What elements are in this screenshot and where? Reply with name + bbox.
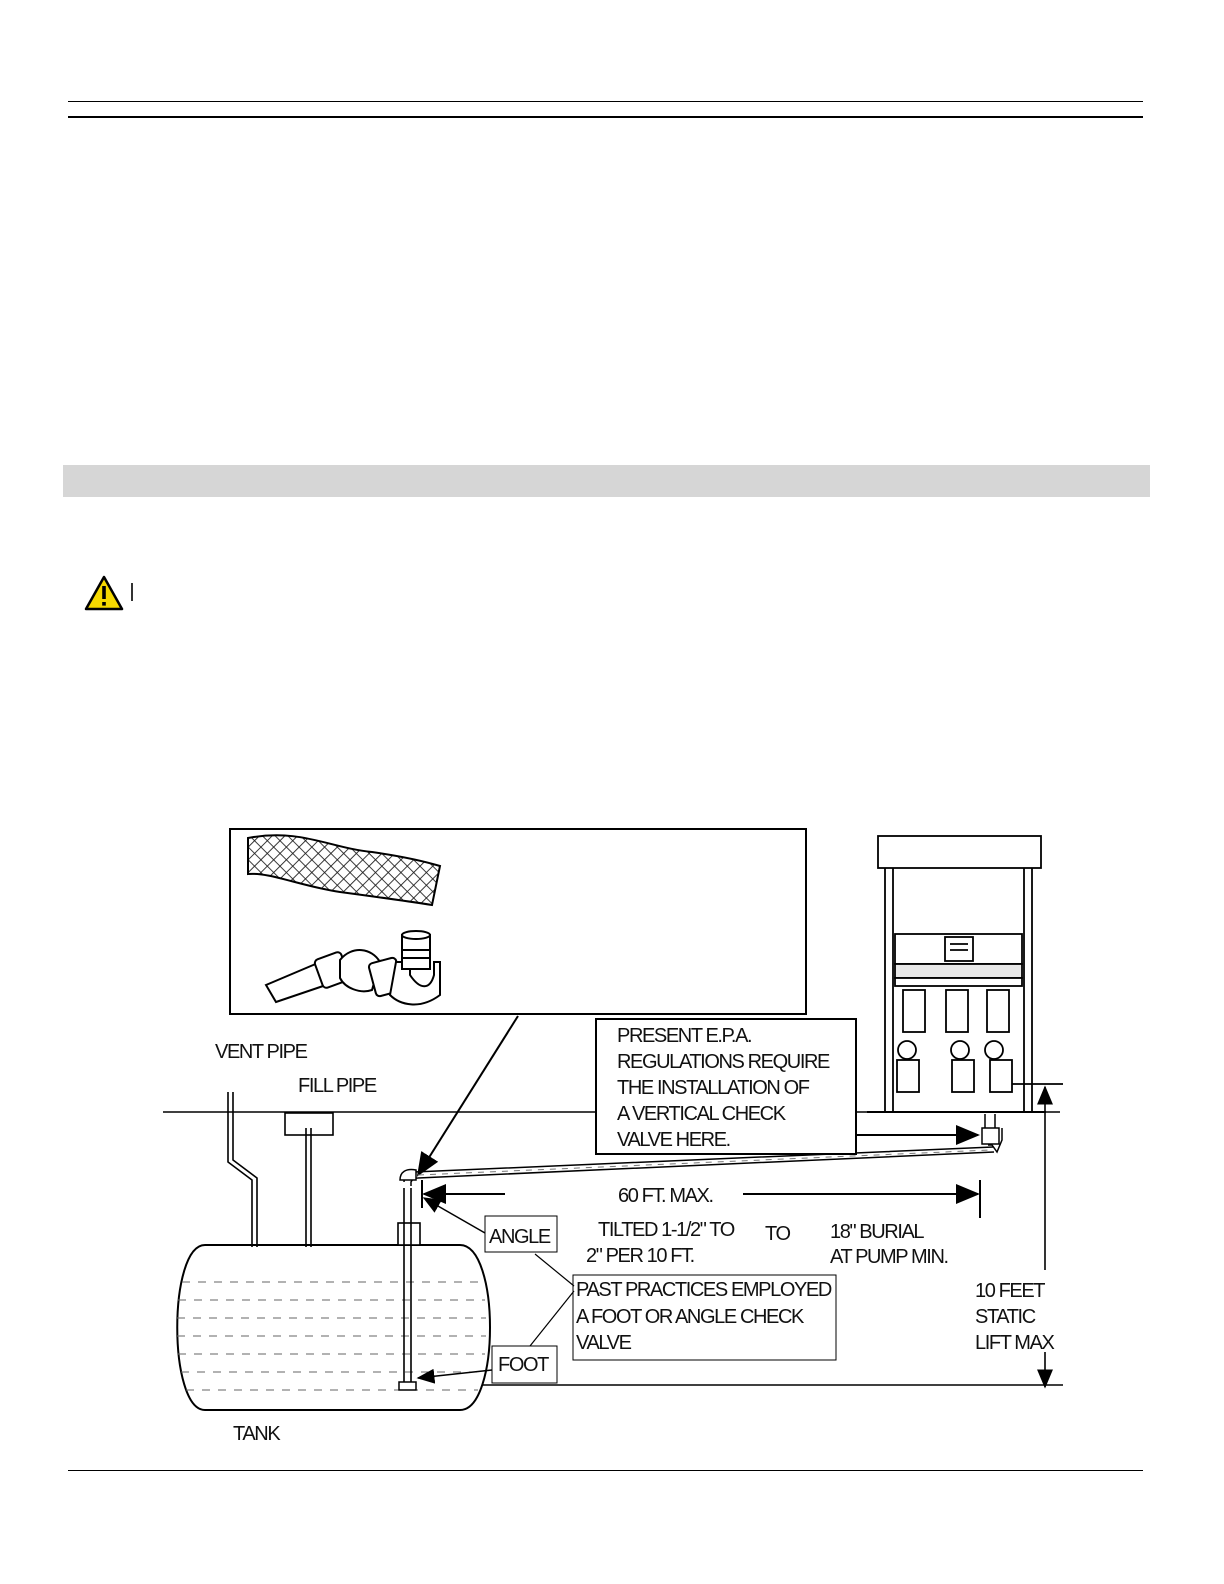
vent-pipe-label: VENT PIPE [215, 1041, 307, 1063]
tilt-note-line-2: 2" PER 10 FT. [586, 1245, 694, 1267]
vent-pipe [228, 1092, 257, 1247]
lift-note-line-1: 10 FEET [975, 1280, 1045, 1302]
foot-valve [399, 1382, 416, 1390]
epa-note-line-5: VALVE HERE. [617, 1129, 730, 1151]
fill-pipe-cap [285, 1113, 333, 1135]
header-rule-thick [68, 116, 1143, 118]
past-practices-leader-foot [530, 1291, 574, 1346]
past-practices-line-2: A FOOT OR ANGLE CHECK [576, 1306, 803, 1328]
fill-pipe [306, 1128, 311, 1247]
lift-note-line-2: STATIC [975, 1306, 1035, 1328]
max-run-label: 60 FT. MAX. [618, 1185, 713, 1207]
past-practices-leader-angle [535, 1254, 574, 1286]
footer-rule [68, 1470, 1143, 1471]
angle-label: ANGLE [489, 1226, 550, 1248]
angle-label-arrow [424, 1198, 485, 1233]
epa-note-line-3: THE INSTALLATION OF [617, 1077, 809, 1099]
past-practices-line-1: PAST PRACTICES EMPLOYED [576, 1279, 831, 1301]
angle-elbow [400, 1169, 416, 1180]
warning-text-marker [131, 583, 133, 601]
warning-triangle-icon [84, 575, 124, 611]
storage-tank [177, 1245, 490, 1410]
to-label: TO [765, 1223, 790, 1245]
tank-installation-diagram [155, 825, 1075, 1445]
tank-riser-fitting [398, 1223, 420, 1245]
epa-note-line-1: PRESENT E.P.A. [617, 1025, 752, 1047]
inset-leader-arrow [418, 1016, 518, 1175]
vertical-check-valve [982, 1128, 999, 1144]
lift-note-line-3: LIFT MAX [975, 1332, 1054, 1354]
tank-label: TANK [233, 1423, 280, 1445]
fuel-dispenser-icon [867, 836, 1063, 1112]
header-rule-thin [68, 101, 1143, 102]
burial-note-line-2: AT PUMP MIN. [830, 1246, 948, 1268]
epa-note-line-4: A VERTICAL CHECK [617, 1103, 785, 1125]
foot-label: FOOT [498, 1354, 548, 1376]
section-heading-bar [63, 465, 1150, 497]
epa-note-line-2: REGULATIONS REQUIRE [617, 1051, 829, 1073]
fill-pipe-label: FILL PIPE [298, 1075, 376, 1097]
tilt-note-line-1: TILTED 1-1/2" TO [598, 1219, 734, 1241]
past-practices-line-3: VALVE [576, 1332, 631, 1354]
burial-note-line-1: 18" BURIAL [830, 1221, 924, 1243]
